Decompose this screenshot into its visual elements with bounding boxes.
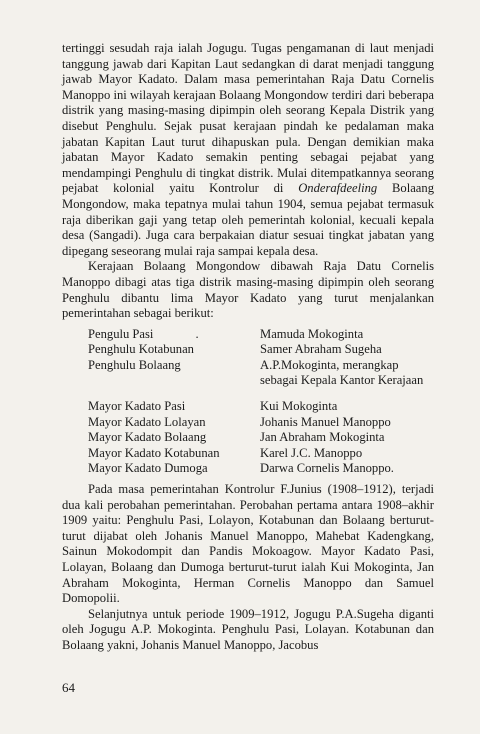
official-position-2: Penghulu Kotabunan (88, 342, 194, 357)
official-name-6: Jan Abraham Mokoginta (260, 430, 385, 445)
list-marker: . (195, 326, 199, 341)
official-position-8: Mayor Kadato Dumoga (88, 461, 208, 476)
paragraph-1-italic-term: Onderafdeeling (298, 181, 378, 196)
official-position-1: Pengulu Pasi . (88, 326, 199, 341)
official-name-8: Darwa Cornelis Manoppo. (260, 461, 394, 476)
official-position-4: Mayor Kadato Pasi (88, 399, 186, 414)
official-name-7: Karel J.C. Manoppo (260, 445, 363, 460)
official-name-5: Johanis Manuel Manoppo (260, 414, 391, 429)
official-position-6: Mayor Kadato Bolaang (88, 430, 207, 445)
official-name-4: Kui Mokoginta (260, 399, 338, 414)
official-position-5: Mayor Kadato Lolayan (88, 414, 206, 429)
page-number: 64 (62, 680, 75, 695)
paragraph-1-text-before: tertinggi sesudah raja ialah Jogugu. Tugas pengamanan di laut menjadi tanggung jawab dari Kapitan Laut sedangkan di darat menjadi tanggung jawab Mayor Kadato. Dalam masa pemerintahan Raja Datu Cornelis Manoppo ini wilayah kerajaan Bolaang Mongondow terdiri dari beberapa distrik yang masing-masing dipimpin oleh seorang Kepala Distrik yang disebut Penghulu. Sejak pusat kerajaan pindah ke pedalaman maka jabatan Kapitan Laut turut dihapuskan pula. Dengan demikian maka jabatan Mayor Kadato semakin penting sebagai pejabat yang mendampingi Penghulu di tingkat distrik. Mulai ditempatkannya seorang pejabat kolonial yaitu Kontrolur di (62, 41, 434, 196)
paragraph-2: Kerajaan Bolaang Mongondow dibawah Raja Datu Cornelis Manoppo dibagi atas tiga distrik masing-masing dipimpin oleh seorang Penghulu dibantu lima Mayor Kadato yang turut menjalankan pemerintahan sebagai berikut: (62, 259, 434, 321)
official-position-7: Mayor Kadato Kotabunan (88, 445, 220, 460)
official-name-2: Samer Abraham Sugeha (260, 342, 382, 357)
paragraph-4: Selanjutnya untuk periode 1909–1912, Jogugu P.A.Sugeha diganti oleh Jogugu A.P. Mokoginta. Penghulu Pasi, Lolayan. Kotabunan dan Bolaang yakni, Johanis Manuel Manoppo, Jacobus (62, 606, 434, 652)
official-position-3: Penghulu Bolaang (88, 357, 181, 372)
paragraph-1-text-after: Bolaang Mongondow, maka tepatnya mulai tahun 1904, semua pejabat termasuk raja diberikan gaji yang tetap oleh pemerintah kolonial, kecuali kepala desa (Sangadi). Juga cara berpakaian diatur sesuai tingkat jabatan yang dipegang seseorang mulai raja sampai kepala desa. (62, 181, 434, 258)
list-spacer (260, 389, 434, 399)
paragraph-3: Pada masa pemerintahan Kontrolur F.Junius (1908–1912), terjadi dua kali perobahan pemerintahan. Perobahan pertama antara 1908–akhir 1909 yaitu: Penghulu Pasi, Lolayon, Kotabunan dan Bolaang berturut-turut dijabat oleh Johanis Manuel Manoppo, Mahebat Kadengkang, Sainun Mokodompit dan Pandis Mokoagow. Mayor Kadato Pasi, Lolayan, Bolaang dan Dumoga berturut-turut ialah Kui Mokoginta, Jan Abraham Mokoginta, Herman Cornelis Manoppo dan Samuel Domopolii. (62, 482, 434, 606)
officials-list (88, 327, 434, 477)
body-text (62, 41, 434, 654)
official-name-3: A.P.Mokoginta, merangkap sebagai Kepala Kantor Kerajaan (260, 357, 424, 388)
official-name-1: Mamuda Mokoginta (260, 326, 364, 341)
list-spacer (88, 389, 240, 399)
paragraph-1 (62, 41, 434, 259)
